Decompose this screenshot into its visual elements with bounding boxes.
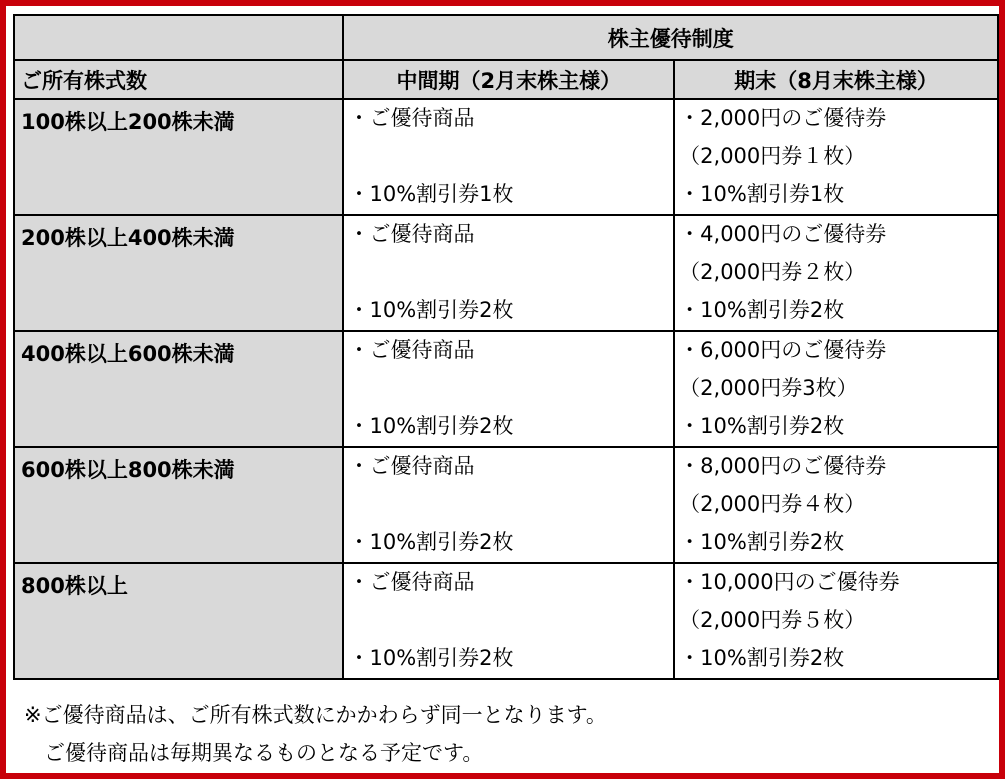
shares-cell: 100株以上200株未満 [14, 99, 343, 215]
interim-line: ・10%割引券2枚 [348, 414, 514, 438]
interim-line [344, 254, 673, 292]
note-line-2: ご優待商品は毎期異なるものとなる予定です。 [44, 741, 484, 765]
table-row [14, 215, 998, 331]
final-cell [674, 447, 998, 563]
interim-line [344, 370, 673, 408]
interim-line: ・10%割引券2枚 [348, 298, 514, 322]
empty-corner-cell [14, 15, 343, 60]
final-line: ・8,000円のご優待券 [679, 454, 887, 478]
final-cell [674, 563, 998, 679]
interim-line: ・ご優待商品 [348, 338, 475, 362]
interim-line [344, 602, 673, 640]
notes [24, 696, 607, 772]
final-line: （2,000円券3枚） [679, 376, 858, 400]
final-line: （2,000円券５枚） [679, 608, 866, 632]
shares-cell: 600株以上800株未満 [14, 447, 343, 563]
interim-line [344, 138, 673, 176]
interim-line: ・ご優待商品 [348, 106, 475, 130]
table-row [14, 563, 998, 679]
interim-line: ・ご優待商品 [348, 222, 475, 246]
final-line: ・2,000円のご優待券 [679, 106, 887, 130]
final-line: ・10%割引券2枚 [679, 646, 845, 670]
final-line: ・10%割引券2枚 [679, 298, 845, 322]
interim-cell [343, 331, 674, 447]
shares-cell: 200株以上400株未満 [14, 215, 343, 331]
final-line: ・10%割引券1枚 [679, 182, 845, 206]
note-line-1: ※ご優待商品は、ご所有株式数にかかわらず同一となります。 [24, 703, 607, 727]
table-body [14, 99, 998, 679]
table-row [14, 331, 998, 447]
interim-line: ・10%割引券2枚 [348, 646, 514, 670]
final-line: （2,000円券１枚） [679, 144, 866, 168]
interim-line: ・10%割引券1枚 [348, 182, 514, 206]
interim-line: ・ご優待商品 [348, 454, 475, 478]
group-header: 株主優待制度 [343, 15, 998, 60]
final-cell [674, 99, 998, 215]
col-header-shares: ご所有株式数 [14, 60, 343, 99]
interim-line [344, 486, 673, 524]
interim-cell [343, 215, 674, 331]
interim-cell [343, 447, 674, 563]
shares-cell: 400株以上600株未満 [14, 331, 343, 447]
col-header-final: 期末（8月末株主様） [674, 60, 998, 99]
interim-line: ・ご優待商品 [348, 570, 475, 594]
interim-line: ・10%割引券2枚 [348, 530, 514, 554]
final-line: ・10%割引券2枚 [679, 530, 845, 554]
final-cell [674, 215, 998, 331]
shares-cell: 800株以上 [14, 563, 343, 679]
interim-cell [343, 99, 674, 215]
final-line: ・6,000円のご優待券 [679, 338, 887, 362]
column-header-row [14, 60, 998, 99]
final-line: ・10%割引券2枚 [679, 414, 845, 438]
group-header-row [14, 15, 998, 60]
final-line: （2,000円券４枚） [679, 492, 866, 516]
final-line: ・10,000円のご優待券 [679, 570, 900, 594]
final-cell [674, 331, 998, 447]
table-row [14, 447, 998, 563]
final-line: （2,000円券２枚） [679, 260, 866, 284]
benefits-table [13, 14, 999, 680]
final-line: ・4,000円のご優待券 [679, 222, 887, 246]
table-row [14, 99, 998, 215]
interim-cell [343, 563, 674, 679]
col-header-interim: 中間期（2月末株主様） [343, 60, 674, 99]
